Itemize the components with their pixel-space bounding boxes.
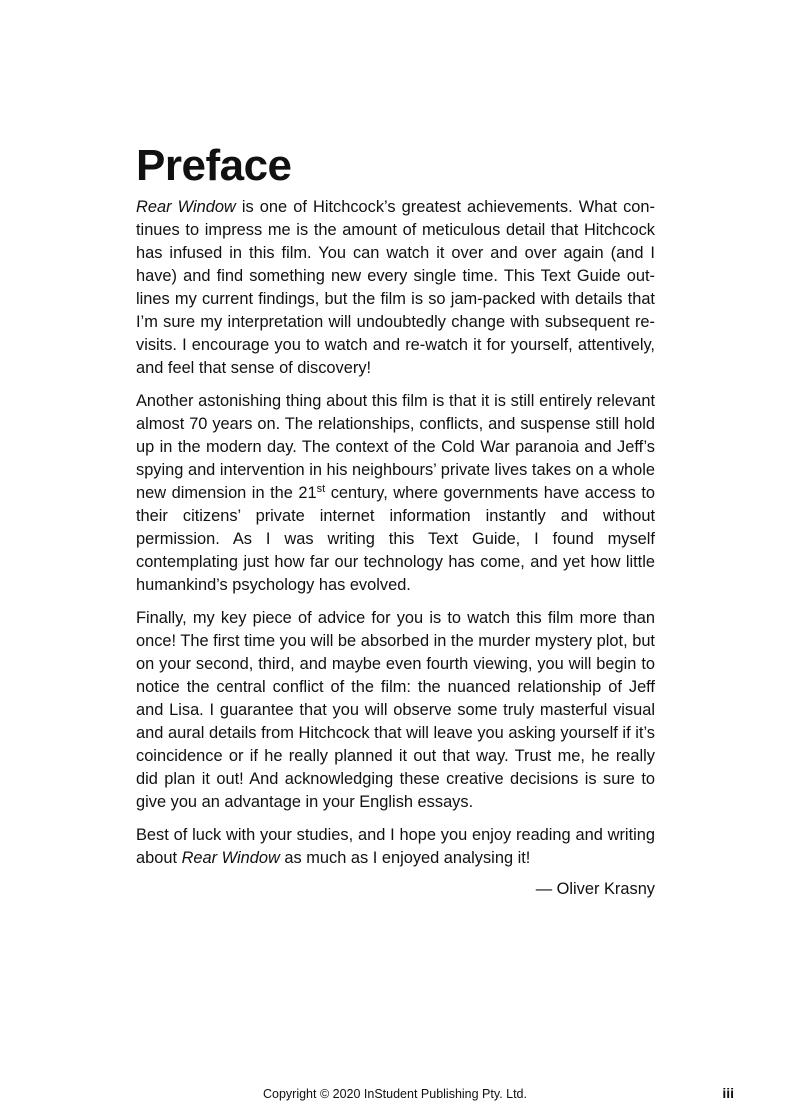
paragraph-text-run: as much as I enjoyed analysing it! <box>279 849 531 867</box>
paragraph-text-run: is one of Hitchcock’s greatest achievements. What continues to impress me is the amount of meticulous detail that Hitchcock has infused in this film. You can watch it over and over again (and I have) and find something new every single time. This Text Guide outlines my current findings, but the film is so jam-packed with details that I’m sure my interpretation will undoubtedly change with subsequent revisits. I encourage you to watch and re-watch it for yourself, attentively, and feel that sense of discovery! <box>136 198 656 377</box>
italic-title-text: Rear Window <box>136 198 236 216</box>
paragraph-3 <box>136 607 655 814</box>
author-signature: — Oliver Krasny <box>535 880 655 898</box>
paragraph-4 <box>136 824 655 870</box>
page-number: iii <box>722 1085 734 1101</box>
page-title: Preface <box>136 141 292 190</box>
paragraph-2 <box>136 390 655 597</box>
paragraph-text-run: Another astonishing thing about this film is that it is still entirely relevant almost 70 years on. The relationships, conflicts, and suspense still hold up in the modern day. The context of the Cold War paranoia and Jeff’s spying and intervention in his neighbours’ private lives takes on a whole new dimension in the 21 <box>136 392 655 502</box>
preface-body <box>136 196 655 880</box>
paragraph-text-run: Finally, my key piece of advice for you is to watch this film more than once! The first time you will be absorbed in the murder mystery plot, but on your second, third, and maybe even fourth viewing, you will begin to notice the central conflict of the film: the nuanced relationship of Jeff and Lisa. I guarantee that you will observe some truly masterful visual and aural details from Hitchcock that will leave you asking yourself if it’s coincidence or if he really planned it out that way. Trust me, he really did plan it out! And acknowledging these creative decisions is sure to give you an advantage in your English essays. <box>136 609 655 811</box>
paragraph-1 <box>136 196 655 380</box>
superscript-text: st <box>316 483 326 495</box>
footer-copyright: Copyright © 2020 InStudent Publishing Pty. Ltd. <box>262 1087 527 1101</box>
paragraph-text-run: Best of luck with your studies, and I hope you enjoy reading and writing about <box>136 826 655 867</box>
italic-title-text: Rear Window <box>181 849 280 867</box>
paragraph-text-run: century, where governments have access to their citizens’ private internet information instantly and without permission. As I was writing this Text Guide, I found myself contemplating just how far our technology has come, and yet how little humankind’s psychology has evolved. <box>136 484 655 594</box>
